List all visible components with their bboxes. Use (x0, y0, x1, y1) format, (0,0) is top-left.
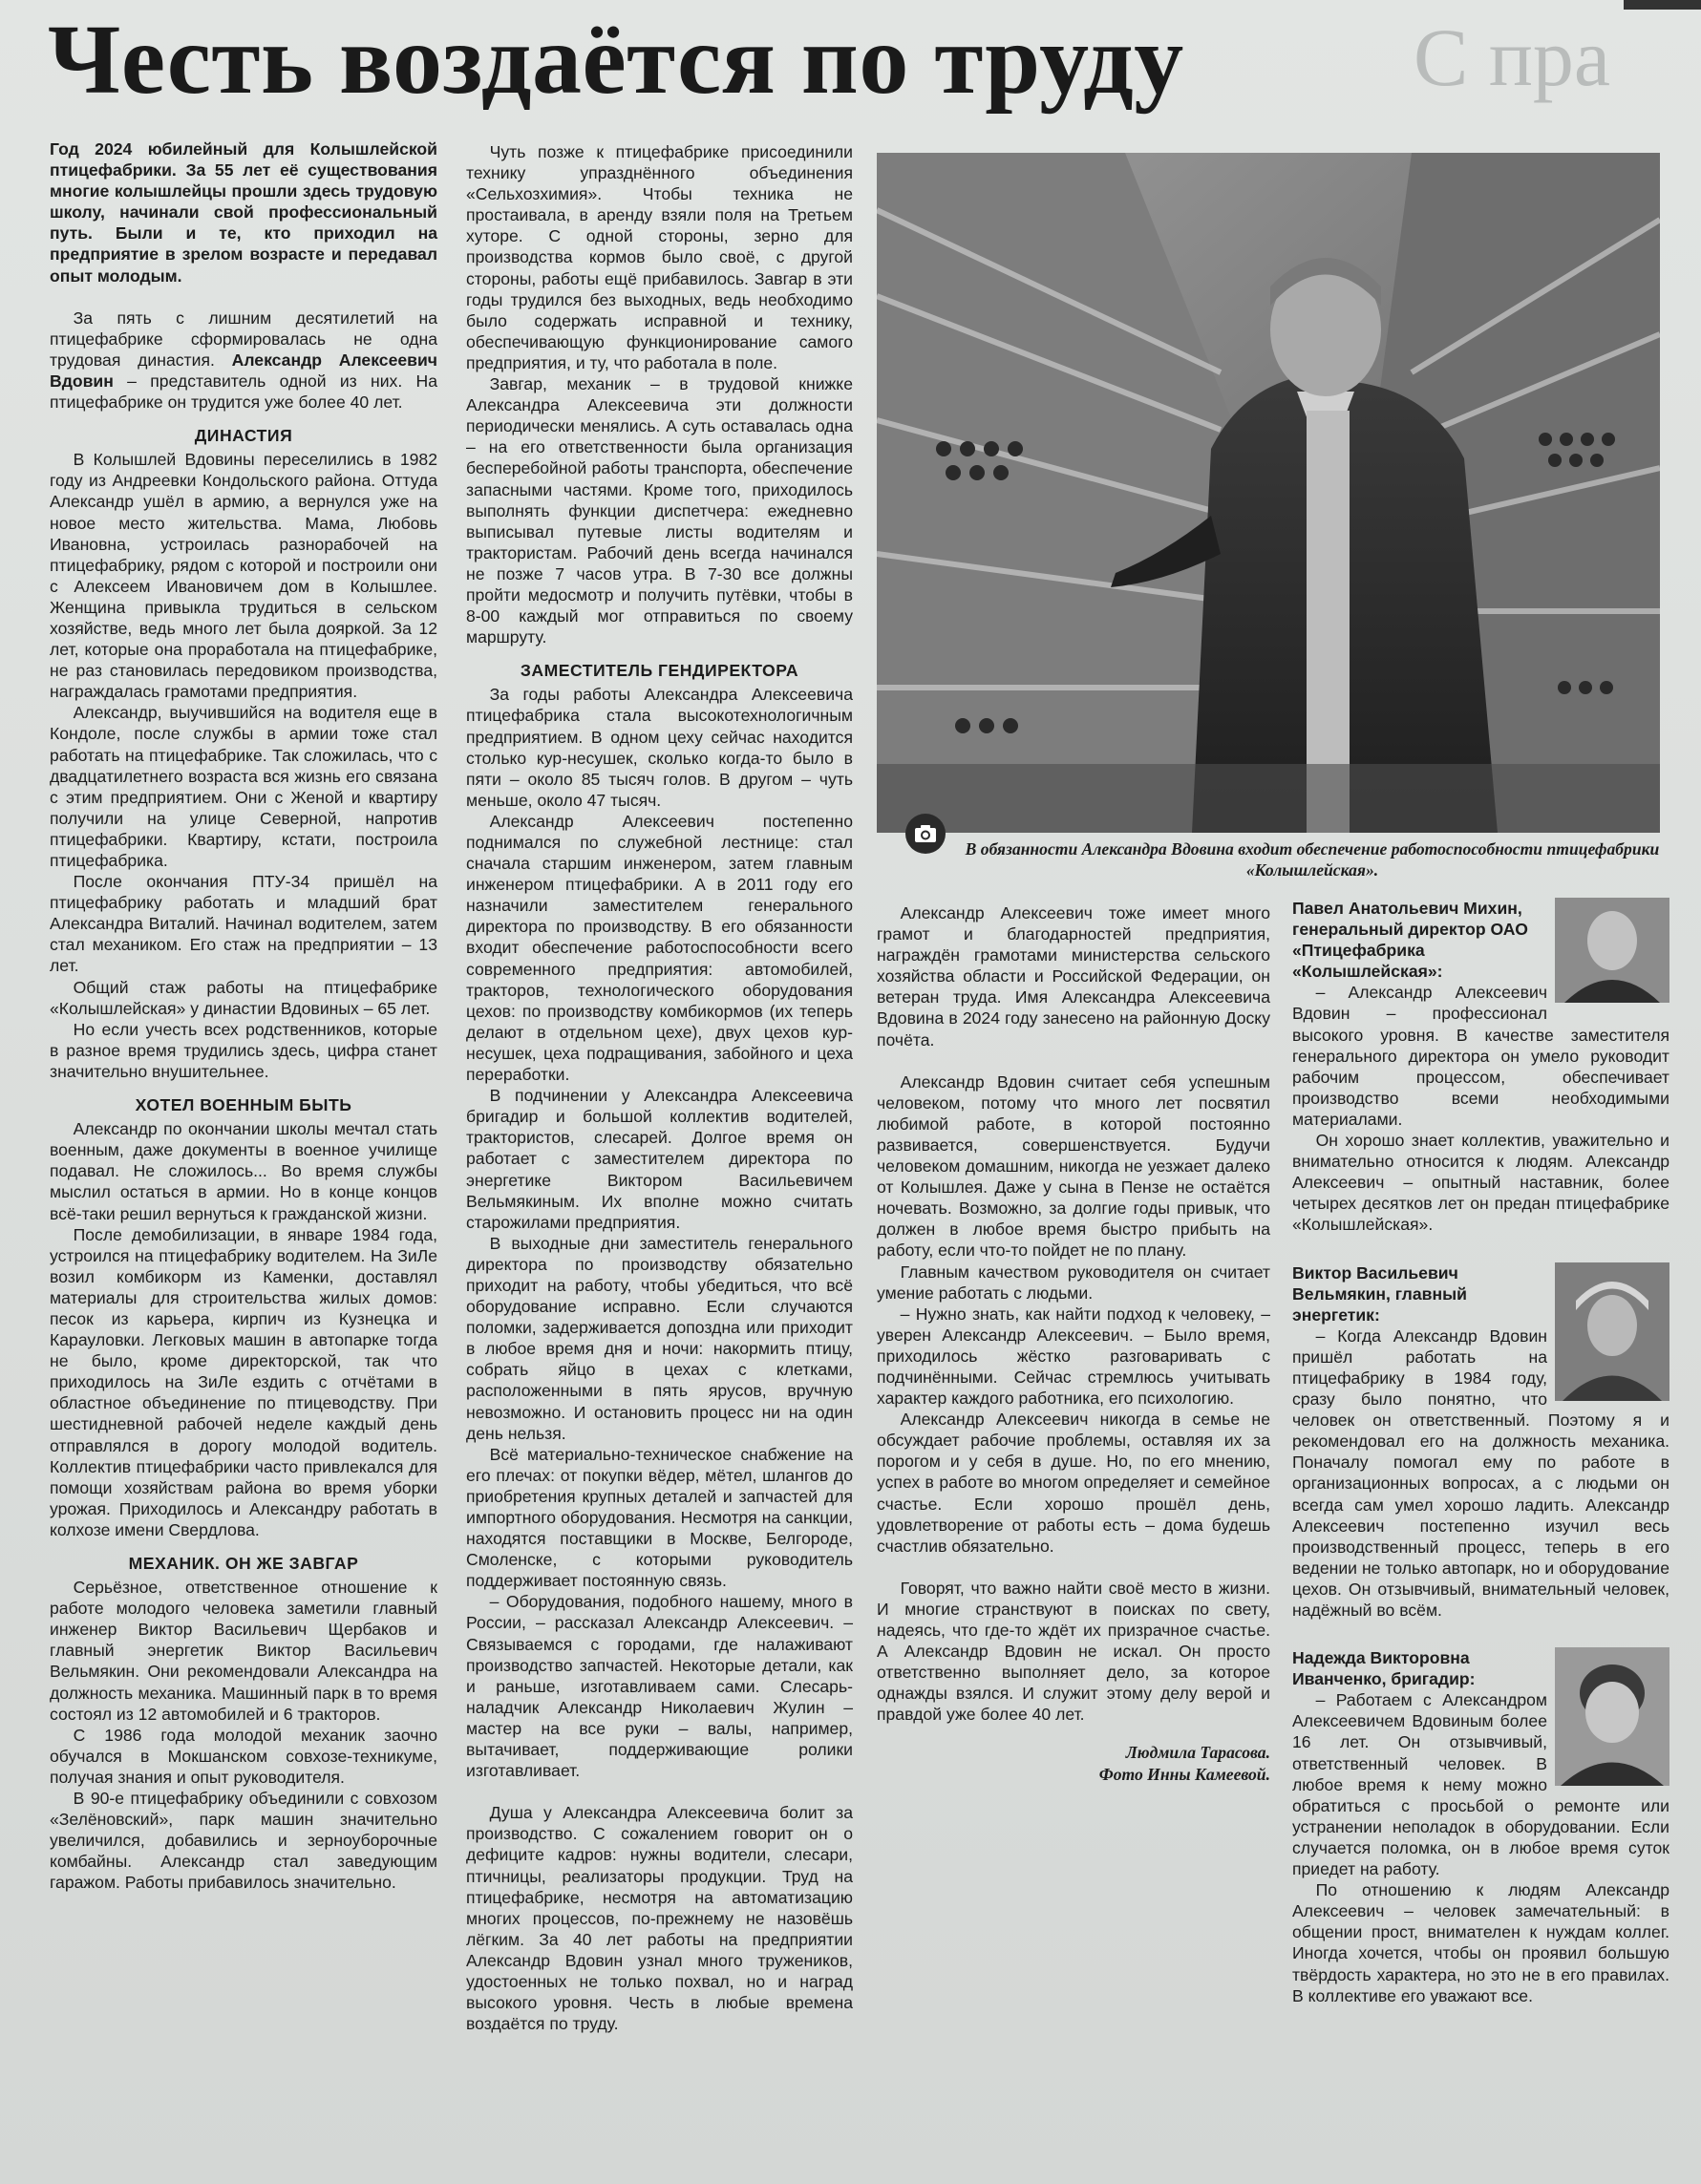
paragraph: В 90-е птицефабрику объединили с совхозом «Зелёновский», парк машин значительно увеличился, добавились и зерноуборочные комбайны. Александр стал заведующим гаражом. Работы прибавилось значительно. (50, 1789, 437, 1893)
paragraph: После окончания ПТУ-34 пришёл на птицефабрику работать и младший брат Александра Виталий. Начинал водителем, затем стал механиком. Его стаж на предприятии – 13 лет. (50, 872, 437, 976)
paragraph: Но если учесть всех родственников, которые в разное время трудились здесь, цифра станет значительно внушительнее. (50, 1019, 437, 1081)
paragraph: Серьёзное, ответственное отношение к работе молодого человека заметили главный инженер Виктор Васильевич Щербаков и главный энергетик Виктор Васильевич Вельмякин. Они рекомендовали Александра на должность механика. Машинный парк в то время состоял из 12 автомобилей и 6 тракторов. (50, 1578, 437, 1724)
column-3 (877, 902, 1270, 1785)
section-heading-mechanic: МЕХАНИК. ОН ЖЕ ЗАВГАР (128, 1554, 359, 1573)
portrait-photo (1555, 1647, 1669, 1786)
paragraph: С 1986 года молодой механик заочно обучался в Мокшанском совхозе-техникуме, получая знания и опыт руководителя. (50, 1725, 437, 1787)
paragraph: – Нужно знать, как найти подход к человеку, – уверен Александр Алексеевич. – Было время, приходилось жёстко разговаривать с подчинёнными. Сейчас стремлюсь учитывать характер каждого работника, его психологию. (877, 1304, 1270, 1409)
paragraph: Александр, выучившийся на водителя еще в Кондоле, после службы в армии тоже стал работать на птицефабрике. Так сложилась, что с двадцатилетнего возраста вся жизнь его связана с этим предприятием. Они с Женой и квартиру получили на улице Северной, напротив птицефабрики. Квартиру, кстати, построила птицефабрика. (50, 703, 437, 870)
portrait-photo (1555, 1262, 1669, 1401)
paragraph: Говорят, что важно найти своё место в жизни. И многие странствуют в поисках по свету, надеясь, что где-то ждёт их призрачное счастье. А Александр Вдовин не искал. Он просто ответственно выполняет дело, за которое однажды взялся. И служит этому делу верой и правдой уже более 40 лет. (877, 1578, 1270, 1725)
headline: Честь воздаётся по труду (48, 5, 1184, 115)
paragraph: За годы работы Александра Алексеевича птицефабрика стала высокотехнологичным предприятием. В одном цеху сейчас находится столько кур-несушек, сколько когда-то было в пяти – около 85 тысяч голов. В другом – чуть меньше, около 47 тысяч. (466, 685, 853, 810)
paragraph: В выходные дни заместитель генерального директора по производству обязательно приходит на работу, чтобы убедиться, что всё оборудование исправно. Если случаются поломки, задерживается допоздна или приходит в любое время дня и ночи: накормить птицу, собрать яйцо в цехах с клетками, расположенными в пять ярусов, вручную невозможно. И остановить процесс ни на один день нельзя. (466, 1233, 853, 1443)
quote-author: Надежда Викторовна Иванченко, бригадир: (1292, 1648, 1476, 1689)
signature: Людмила Тарасова. Фото Инны Камеевой. (1098, 1743, 1270, 1784)
paragraph: – Оборудования, подобного нашему, много в России, – рассказал Александр Алексеевич. – Связываемся с городами, где налаживают производство запчастей. Некоторые детали, как и раньше, изготавливаем сами. Слесарь-наладчик Александр Николаевич Жулин – мастер на все руки – валы, например, вытачивает, поддерживающие ролики изготавливает. (466, 1592, 853, 1781)
photo-caption: В обязанности Александра Вдовина входит обеспечение работоспособности птицефабрики «Колышлейская». (965, 839, 1660, 880)
column-1 (50, 138, 437, 1894)
paragraph: Александр Алексеевич никогда в семье не обсуждает рабочие проблемы, оставляя их за порогом и у себя в душе. Но, по его мнению, успех в работе во многом определяет и семейное счастье. Если хорошо прошёл день, удовлетворение от работы есть – дома будешь счастлив обязательно. (877, 1410, 1270, 1556)
paragraph: Главным качеством руководителя он считает умение работать с людьми. (877, 1262, 1270, 1303)
page-corner-tab (1624, 0, 1701, 10)
section-heading-deputy: ЗАМЕСТИТЕЛЬ ГЕНДИРЕКТОРА (520, 661, 799, 681)
column-2 (466, 141, 853, 2034)
paragraph: Общий стаж работы на птицефабрике «Колышлейская» у династии Вдовиных – 65 лет. (50, 977, 437, 1018)
section-heading-military: ХОТЕЛ ВОЕННЫМ БЫТЬ (135, 1095, 352, 1115)
paragraph: Чуть позже к птицефабрике присоединили технику упразднённого объединения «Сельхозхимия». Чтобы техника не простаивала, в аренду взяли поля на Третьем хуторе. С одной стороны, зерно для производства кормов было своё, с другой стороны, работы ещё прибавилось. Завгар в эти годы трудился без выходных, ведь необходимо было содержать исправной и технику, обеспечивающую функционирование самого предприятия, и ту, что работала в поле. (466, 142, 853, 372)
intro-paragraph: За пять с лишним десятилетий на птицефабрике сформировалась не одна трудовая династия. Александр Алексеевич Вдовин – представитель одной из них. На птицефабрике он трудится уже более 40 лет. (50, 307, 437, 413)
quotes-sidebar (1292, 898, 1669, 2006)
paragraph: В Колышлей Вдовины переселились в 1982 году из Андреевки Кондольского района. Оттуда Александр ушёл в армию, а вернулся уже на новое место жительства. Мама, Любовь Ивановна, устроилась разнорабочей на птицефабрику, рядом с которой и построили они с Алексеем Ивановичем дом в Колышлее. Женщина привыкла трудиться в сельском хозяйстве, ведь много лет была дояркой. За 12 лет, которые она проработала на птицефабрике, не раз становилась передовиком производства, награждалась грамотами предприятия. (50, 450, 437, 702)
quote-text: – Когда Александр Вдовин пришёл работать на птицефабрику в 1984 году, сразу было понятно, что человек он ответственный. Поэтому я и рекомендовал его на должность механика. Поначалу помогал ему по работе в организационных вопросах, а с людьми он всегда сам умел хорошо ладить. Александр Алексеевич постепенно изучил весь производственный процесс, теперь в его ведении не только автопарк, но и оборудование цехов. Он отзывчивый, внимательный человек, надёжный во всём. (1292, 1325, 1669, 1620)
quote-author: Виктор Васильевич Вельмякин, главный энергетик: (1292, 1262, 1467, 1325)
paragraph: В подчинении у Александра Алексеевича бригадир и большой коллектив водителей, трактористов, слесарей. Долгое время он работает с заместителем директора по энергетике Виктором Васильевичем Вельмякиным. Их вполне можно считать старожилами предприятия. (466, 1086, 853, 1232)
camera-icon (905, 814, 946, 854)
section-heading-dynasty: ДИНАСТИЯ (194, 426, 293, 446)
paragraph: Александр Вдовин считает себя успешным человеком, потому что много лет посвятил любимой работе, в которой постоянно развивается, совершенствуется. Будучи человеком домашним, никогда не уезжает далеко от Колышлея. Даже у сына в Пензе не остаётся ночевать. Возможно, за долгие годы привык, что должен в любое время быстро прибыть на работу, если что-то пойдет не по плану. (877, 1071, 1270, 1261)
photo-illustration (877, 153, 1660, 833)
ghost-heading-bleed: С пра (1414, 11, 1611, 103)
paragraph: Александр Алексеевич тоже имеет много грамот и благодарностей предприятия, награждён грамотами министерства сельского хозяйства области и Российской Федерации, он ветеран труда. Имя Александра Алексеевича Вдовина в 2024 году занесено на районную Доску почёта. (877, 903, 1270, 1050)
paragraph: Завгар, механик – в трудовой книжке Александра Алексеевича эти должности периодически менялись. А суть оставалась одна – на его ответственности была организация бесперебойной работы транспорта, обеспечение запасными частями. Кроме того, приходилось выполнять функции диспетчера: ежедневно выписывал путевые листы водителям и трактористам. Рабочий день всегда начинался не позже 7 часов утра. В 7-30 все должны пройти медосмотр и получить путёвки, чтобы в 8-00 каждый мог отправиться по своему маршруту. (466, 374, 853, 647)
portrait-photo (1555, 898, 1669, 1003)
paragraph: Александр Алексеевич постепенно поднимался по служебной лестнице: стал сначала старшим инженером, затем главным инженером птицефабрики. А в 2011 году его назначили заместителем генерального директора по производству. В его обязанности входит обеспечение работоспособности всего современного предприятия: автомобилей, тракторов, технологического оборудования цехов: по производству комбикормов (их теперь делают в отдельном цехе), двух цехов кур-несушек, цеха подращивания, забойного и цеха переработки. (466, 811, 853, 1085)
quote-block (1292, 1647, 1669, 2006)
quote-author: Павел Анатольевич Михин, генеральный директор ОАО «Птицефабрика «Колышлейская»: (1292, 899, 1528, 982)
main-photo (877, 153, 1660, 833)
quote-text: – Работаем с Александром Алексеевичем Вдовиным более 16 лет. Он отзывчивый, ответственный человек. В любое время к нему можно обратиться с просьбой о ремонте или устранении неполадок в оборудовании. Если случается поломка, он в любое время суток приедет на работу. По отношению к людям Александр Алексеевич – человек замечательный: в общении прост, внимателен к нуждам коллег. Иногда хочется, чтобы он проявил большую твёрдость характера, но это не в его правилах. В коллективе его уважают все. (1292, 1690, 1669, 2005)
camera-icon-glyph (914, 824, 937, 843)
quote-block (1292, 1262, 1669, 1622)
paragraph: После демобилизации, в январе 1984 года, устроился на птицефабрику водителем. На ЗиЛе возил комбикорм из Каменки, доставлял материалы для строительства жилых домов: песок из карьера, кирпич из Кузнецка и Карауловки. Легковых машин в автопарке тогда не было, кроме директорской, так что приходилось на ЗиЛе ездить с отчётами в областное объединение по птицеводству. При шестидневной рабочей неделе каждый день отправлялся в дорогу молодой водитель. Коллектив птицефабрики часто привлекался для помощи хозяйствам района во время уборки урожая. Приходилось и Александру работать в колхозе имени Свердлова. (50, 1224, 437, 1539)
quote-text: – Александр Алексеевич Вдовин – профессионал высокого уровня. В качестве заместителя генерального директора он умело руководит рабочим процессом, обеспечивает производство всеми необходимыми материалами. Он хорошо знает коллектив, уважительно и внимательно относится к людям. Александр Алексеевич – опытный наставник, более четырех десятков лет он предан птицефабрике «Колышлейская». (1292, 983, 1669, 1235)
paragraph: Всё материально-техническое снабжение на его плечах: от покупки вёдер, мётел, шлангов до приобретения крупных деталей и запчастей для импортного оборудования. Несмотря на санкции, находятся поставщики в Москве, Белгороде, Смоленске, с которыми руководитель поддерживает постоянную связь. (466, 1444, 853, 1591)
paragraph: Душа у Александра Алексеевича болит за производство. С сожалением говорит он о дефиците кадров: нужны водители, слесари, птичницы, реализаторы продукции. Труд на птицефабрике, несмотря на автоматизацию многих процессов, по-прежнему не назовёшь лёгким. За 40 лет работы на предприятии Александр Вдовин узнал много тружеников, удостоенных не только похвал, но и наград высокого уровня. Честь в любые времена воздаётся по труду. (466, 1803, 853, 2034)
quote-block (1292, 898, 1669, 1236)
paragraph: Александр по окончании школы мечтал стать военным, даже документы в военное училище подавал. Не сложилось... Во время службы мыслил остаться в армии. Но в конце концов всё-таки решил вернуться к гражданской жизни. (50, 1119, 437, 1223)
intro-lead: Год 2024 юбилейный для Колышлейской птицефабрики. За 55 лет её существования многие колышлейцы прошли здесь трудовую школу, начинали свой профессиональный путь. Были и те, кто приходил на предприятие в зрелом возрасте и передавал опыт молодым. (50, 139, 437, 286)
